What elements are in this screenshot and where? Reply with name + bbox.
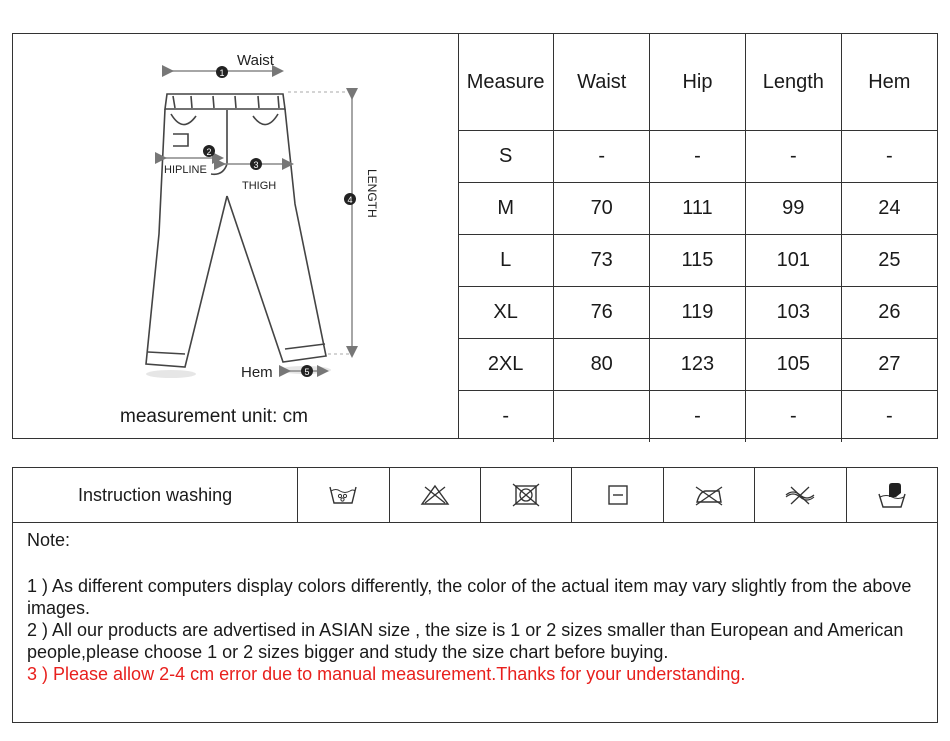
hipline-label: HIPLINE — [164, 164, 207, 176]
table-row — [458, 235, 937, 287]
value-cell: - — [650, 391, 746, 443]
value-cell: - — [841, 131, 937, 183]
value-cell: 70 — [554, 183, 650, 235]
value-cell: 76 — [554, 287, 650, 339]
no-iron-icon — [692, 483, 726, 507]
value-cell: 26 — [841, 287, 937, 339]
header-hem: Hem — [841, 34, 937, 131]
value-cell: 119 — [650, 287, 746, 339]
table-row — [458, 339, 937, 391]
marker-4-text: 4 — [347, 195, 353, 205]
table-header-row — [458, 34, 937, 131]
length-label: LENGTH — [365, 169, 379, 218]
size-cell: - — [458, 391, 554, 443]
table-row — [458, 131, 937, 183]
value-cell: 99 — [745, 183, 841, 235]
header-hip: Hip — [650, 34, 746, 131]
no-bleach-icon — [419, 483, 451, 507]
dry-flat-icon — [606, 483, 630, 507]
note-line-2: 2 ) All our products are advertised in ASIAN size , the size is 1 or 2 sizes smaller than European and American people,please choose 1 or 2 sizes bigger and study the size chart before buying. — [27, 620, 904, 662]
marker-3-text: 3 — [253, 160, 259, 170]
waist-diagram-label: Waist — [237, 52, 274, 69]
size-cell: XL — [458, 287, 554, 339]
value-cell: - — [745, 131, 841, 183]
value-cell — [554, 391, 650, 443]
value-cell: 101 — [745, 235, 841, 287]
no-dry-clean-icon — [783, 483, 817, 507]
wash-symbol-cell — [572, 468, 663, 522]
notes-section — [27, 529, 933, 685]
care-notes-panel — [12, 467, 938, 723]
washing-title: Instruction washing — [13, 468, 298, 522]
value-cell: 123 — [650, 339, 746, 391]
value-cell: 25 — [841, 235, 937, 287]
thigh-label: THIGH — [242, 180, 277, 192]
no-tumble-dry-icon — [511, 482, 541, 508]
wash-symbol-cell — [481, 468, 572, 522]
size-cell: 2XL — [458, 339, 554, 391]
size-chart-panel — [12, 33, 938, 439]
wash-symbol-cell — [755, 468, 846, 522]
hem-diagram-label: Hem — [241, 364, 273, 381]
value-cell: 27 — [841, 339, 937, 391]
header-measure: Measure — [458, 34, 554, 131]
hand-wash-30-icon — [328, 483, 358, 507]
measurement-unit-label: measurement unit: cm — [120, 406, 308, 427]
value-cell: 115 — [650, 235, 746, 287]
header-length: Length — [745, 34, 841, 131]
value-cell: 73 — [554, 235, 650, 287]
wash-symbol-cell — [847, 468, 937, 522]
value-cell: 111 — [650, 183, 746, 235]
table-row — [458, 391, 937, 443]
table-row — [458, 183, 937, 235]
pants-illustration — [13, 34, 458, 438]
value-cell: 103 — [745, 287, 841, 339]
notes-heading: Note: — [27, 530, 71, 550]
pants-outline — [146, 94, 326, 367]
marker-5-text: 5 — [304, 367, 310, 377]
size-table — [458, 34, 937, 442]
note-line-1: 1 ) As different computers display colors differently, the color of the actual item may vary slightly from the above images. — [27, 576, 912, 618]
washing-instructions-row — [13, 468, 937, 523]
table-row — [458, 287, 937, 339]
marker-2-text: 2 — [206, 147, 212, 157]
wash-symbol-cell — [298, 468, 389, 522]
value-cell: 24 — [841, 183, 937, 235]
wash-symbol-cell — [664, 468, 755, 522]
value-cell: 80 — [554, 339, 650, 391]
pants-diagram — [13, 34, 459, 438]
size-cell: L — [458, 235, 554, 287]
wash-symbol-cell — [390, 468, 481, 522]
value-cell: 105 — [745, 339, 841, 391]
value-cell: - — [745, 391, 841, 443]
size-cell: M — [458, 183, 554, 235]
value-cell: - — [554, 131, 650, 183]
left-hem-shadow — [146, 370, 196, 378]
marker-1-text: 1 — [219, 68, 225, 78]
size-cell: S — [458, 131, 554, 183]
note-line-3: 3 ) Please allow 2-4 cm error due to manual measurement.Thanks for your understanding. — [27, 664, 746, 684]
value-cell: - — [841, 391, 937, 443]
header-waist: Waist — [554, 34, 650, 131]
hand-wash-icon — [876, 480, 908, 510]
value-cell: - — [650, 131, 746, 183]
